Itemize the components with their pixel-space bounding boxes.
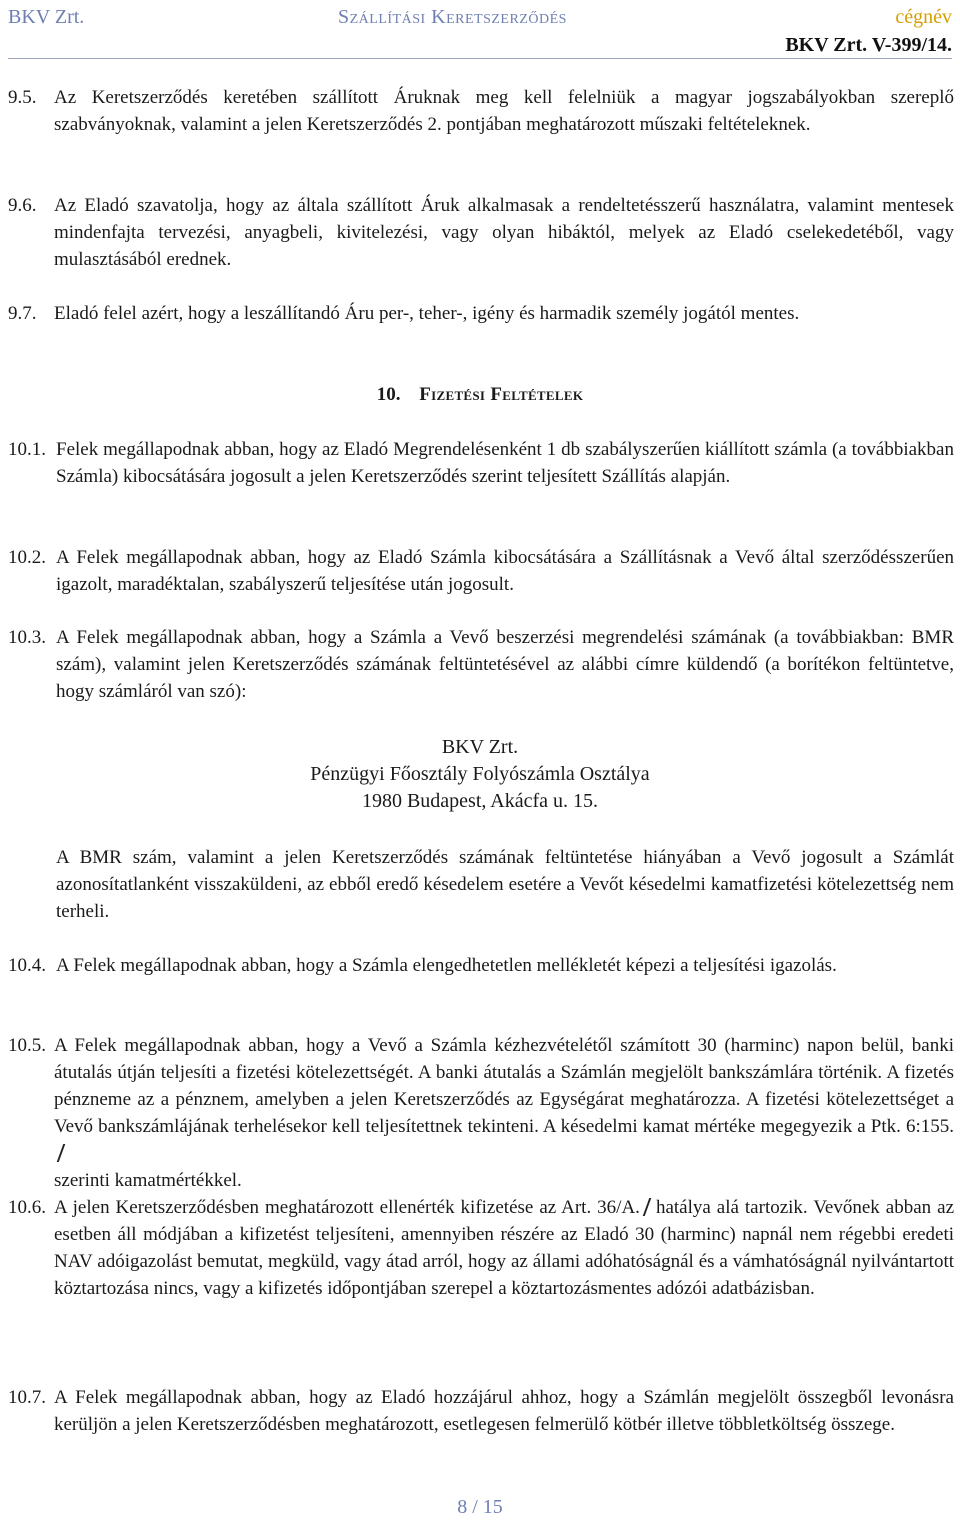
clause-text: Felek megállapodnak abban, hogy az Eladó Megrendelésenként 1 db szabályszerűen kiállított számla (a továbbiakban Számla) kibocsátására jogosult a jelen Keretszerződés szerint teljesített Szállítás alapján. [56,439,954,487]
clause-text: A Felek megállapodnak abban, hogy a Számla a Vevő beszerzési megrendelési számának (a továbbiakban: BMR szám), valamint jelen Keretszerződés számának feltüntetésével az alábbi címre küldendő (a borítékon feltüntetve, hogy számláról van szó): [56,627,954,702]
clause-text-end: szerinti kamatmértékkel. [54,1170,242,1191]
clause-number: 10.1. [8,439,46,460]
clause-9-7 [8,300,954,327]
clause-10-4 [8,952,954,979]
clause-9-6 [8,192,954,273]
clause-number: 9.6. [8,195,37,216]
billing-address [0,734,960,815]
clause-10-3 [8,624,954,705]
clause-text: A BMR szám, valamint a jelen Keretszerződés számának feltüntetése hiányában a Vevő jogosult a Számlát azonosítatlanként visszaküldeni, az ebből eredő késedelem esetére a Vevőt késedelmi kamatfizetési kötelezettség nem terheli. [56,847,954,922]
clause-number: 10.7. [8,1387,46,1408]
clause-10-1 [8,436,954,490]
header-company-name-placeholder: cégnév [895,6,952,28]
clause-text: A Felek megállapodnak abban, hogy az Eladó hozzájárul ahhoz, hogy a Számlán megjelölt összegből levonásra kerüljön a jelen Keretszerződésben meghatározott, esetlegesen felmerülő kötbér illetve többletköltség összege. [54,1387,954,1435]
clause-10-2 [8,544,954,598]
footnote-mark [643,1198,652,1216]
page-number: 8 / 15 [457,1496,503,1518]
address-street: 1980 Budapest, Akácfa u. 15. [361,790,599,812]
section-title: Fizetési Feltételek [419,384,584,405]
clause-number: 9.5. [8,87,37,108]
address-department: Pénzügyi Főosztály Folyószámla Osztálya [310,763,650,785]
clause-text: Az Keretszerződés keretében szállított Áruknak meg kell felelniük a magyar jogszabályokban szereplő szabványoknak, valamint a jelen Keretszerződés 2. pontjában meghatározott műszaki feltételeknek. [54,87,954,135]
clause-text [54,1194,954,1302]
address-company: BKV Zrt. [441,736,519,758]
clause-text [54,1032,954,1194]
clause-text: A Felek megállapodnak abban, hogy az Eladó Számla kibocsátására a Szállításnak a Vevő által szerződésszerűen igazolt, maradéktalan, szabályszerű teljesítése után jogosult. [56,547,954,595]
section-number: 10. [376,384,401,405]
clause-number: 10.3. [8,627,46,648]
footnote-mark [57,1144,66,1162]
header-company: BKV Zrt. [8,6,85,28]
clause-text: Az Eladó szavatolja, hogy az általa szállított Áruk alkalmasak a rendeltetésszerű használatra, valamint mentesek mindenfajta tervezési, anyagbeli, kivitelezési, vagy olyan hibáktól, melyek az Eladó cselekedetéből, vagy mulasztásából erednek. [54,195,954,270]
header-document-title: Szállítási Keretszerződés [338,6,567,28]
clause-number: 10.4. [8,955,46,976]
page-header [8,4,952,59]
clause-text-main: A Felek megállapodnak abban, hogy a Vevő a Számla kézhezvételétől számított 30 (harminc) napon belül, banki átutalás útján teljesíti a fizetési kötelezettségét. A banki átutalás a Számlán megjelölt bankszámlára történik. A fizetés pénzneme az a pénznem, amelyben a jelen Keretszerződés az Egységárat meghatározza. A fizetési kötelezettséget a Vevő bankszámlájának terhelésekor kell teljesítettnek tekinteni. A késedelmi kamat mértéke megegyezik a Ptk. 6:155. [54,1035,954,1137]
clause-10-5 [8,1032,954,1194]
clause-9-5 [8,84,954,138]
clause-number: 10.6. [8,1197,46,1218]
clause-number: 9.7. [8,303,37,324]
clause-text-a: A jelen Keretszerződésben meghatározott ellenérték kifizetése az Art. 36/A. [54,1197,640,1218]
clause-number: 10.2. [8,547,46,568]
clause-text: A Felek megállapodnak abban, hogy a Számla elengedhetetlen mellékletét képezi a teljesítési igazolás. [56,955,837,976]
clause-10-7 [8,1384,954,1438]
section-heading [0,381,960,408]
clause-text: Eladó felel azért, hogy a leszállítandó Áru per-, teher-, igény és harmadik személy jogától mentes. [54,303,800,324]
header-contract-reference: BKV Zrt. V-399/14. [785,34,952,56]
clause-number: 10.5. [8,1035,46,1056]
clause-10-6 [8,1194,954,1302]
clause-text-b: hatálya alá tartozik. Vevőnek abban az esetben áll módjában a kifizetést teljesíteni, amennyiben részére az Eladó 30 (harminc) napnál nem régebbi eredeti NAV adóigazolást bemutat, megküld, vagy átad arról, hogy az állami adóhatóságnál és a vámhatóságnál nyilvántartott köztartozása nincs, vagy a kifizetés időpontjában szerepel a köztartozásmentes adózói adatbázisban. [54,1197,954,1299]
clause-10-3-continued [8,844,954,925]
